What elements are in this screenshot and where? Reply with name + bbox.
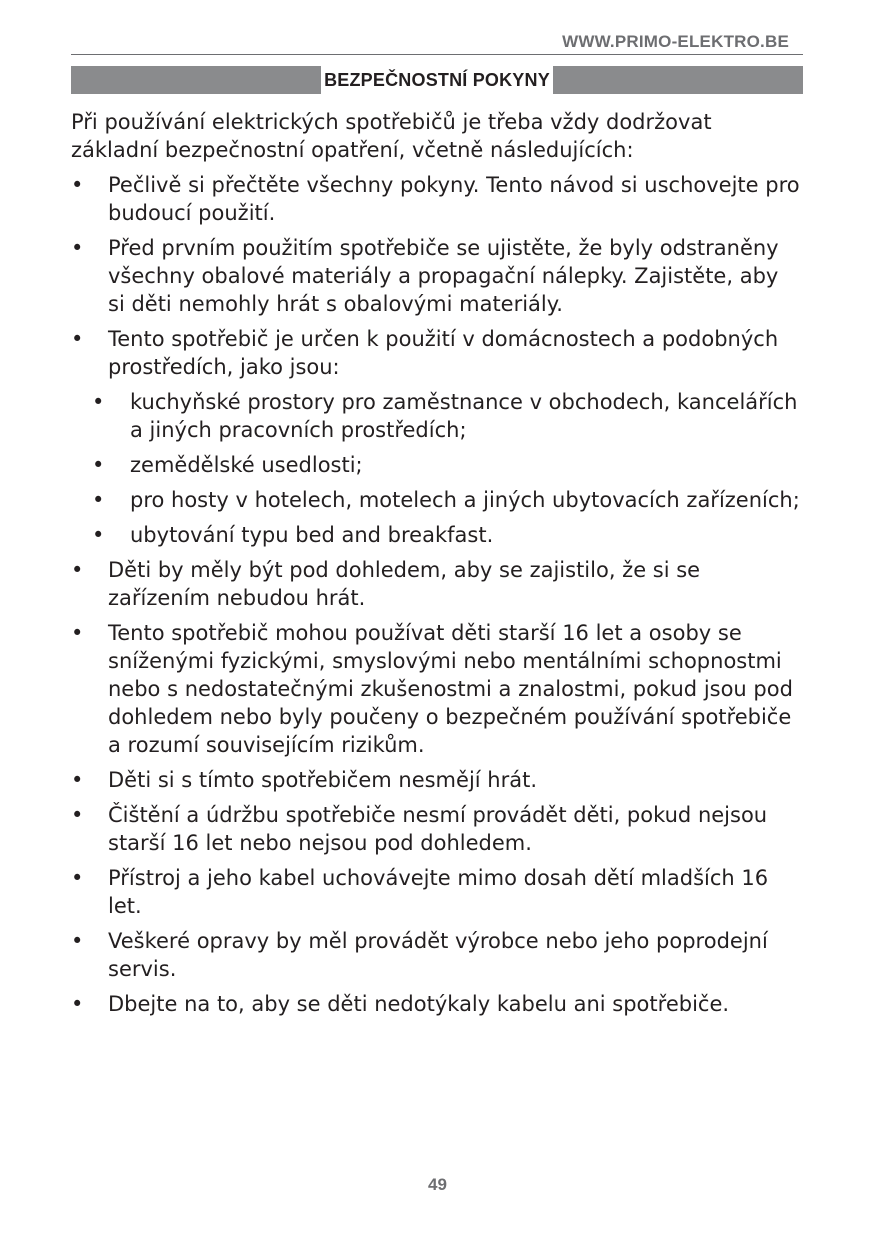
sub-list-item-text: pro hosty v hotelech, motelech a jiných ubytovacích zařízeních; [130, 488, 800, 512]
list-item [71, 864, 801, 920]
list-item-text: Před prvním použitím spotřebiče se ujistěte, že byly odstraněny všechny obalové materiály a propagační nálepky. Zajistěte, aby si děti nemohly hrát s obalovými materiály. [108, 236, 779, 316]
bullet-icon: • [71, 866, 84, 890]
page-number: 49 [428, 1175, 447, 1194]
sub-list-item [71, 521, 801, 549]
list-item-text: Veškeré opravy by měl provádět výrobce nebo jeho poprodejní servis. [108, 929, 768, 981]
list-item-text: Dbejte na to, aby se děti nedotýkaly kabelu ani spotřebiče. [108, 992, 730, 1016]
bullet-icon: • [71, 992, 84, 1016]
website-url: WWW.PRIMO-ELEKTRO.BE [562, 32, 789, 51]
sub-list-item [71, 451, 801, 479]
list-item [71, 234, 801, 318]
sub-list-item-text: zemědělské usedlosti; [130, 453, 363, 477]
environment-sublist [71, 388, 801, 549]
bullet-icon: • [71, 929, 84, 953]
list-item [71, 556, 801, 612]
list-item-text: Tento spotřebič mohou používat děti starší 16 let a osoby se sníženými fyzickými, smyslovými nebo mentálními schopnostmi nebo s nedostatečnými zkušenostmi a znalostmi, pokud jsou pod dohledem nebo byly poučeny o bezpečném používání spotřebiče a rozumí souvisejícím rizikům. [108, 621, 793, 757]
intro-paragraph: Při používání elektrických spotřebičů je třeba vždy dodržovat základní bezpečnostní opatření, včetně následujících: [71, 110, 712, 162]
bullet-icon: • [71, 327, 84, 351]
list-item [71, 801, 801, 857]
bullet-icon: • [71, 236, 84, 260]
list-item [71, 619, 801, 759]
sub-list-item-text: ubytování typu bed and breakfast. [130, 523, 494, 547]
sub-list-item [71, 486, 801, 514]
safety-list [71, 171, 801, 381]
list-item [71, 171, 801, 227]
bullet-icon: • [71, 173, 84, 197]
safety-content [71, 108, 801, 1025]
list-item-text: Tento spotřebič je určen k použití v domácnostech a podobných prostředích, jako jsou: [108, 327, 779, 379]
list-item [71, 325, 801, 381]
bullet-icon: • [92, 523, 105, 547]
section-header-bar [71, 66, 803, 94]
bullet-icon: • [71, 621, 84, 645]
safety-list-continued [71, 556, 801, 1018]
list-item-text: Pečlivě si přečtěte všechny pokyny. Tento návod si uschovejte pro budoucí použití. [108, 173, 800, 225]
list-item-text: Přístroj a jeho kabel uchovávejte mimo dosah dětí mladších 16 let. [108, 866, 769, 918]
list-item-text: Děti by měly být pod dohledem, aby se zajistilo, že si se zařízením nebudou hrát. [108, 558, 701, 610]
list-item [71, 990, 801, 1018]
header-rule [71, 54, 803, 55]
bullet-icon: • [71, 558, 84, 582]
list-item [71, 927, 801, 983]
bullet-icon: • [71, 768, 84, 792]
bullet-icon: • [92, 390, 105, 414]
list-item-text: Čištění a údržbu spotřebiče nesmí provádět děti, pokud nejsou starší 16 let nebo nejsou pod dohledem. [108, 803, 768, 855]
bullet-icon: • [92, 453, 105, 477]
list-item-text: Děti si s tímto spotřebičem nesmějí hrát. [108, 768, 538, 792]
bullet-icon: • [71, 803, 84, 827]
section-title: BEZPEČNOSTNÍ POKYNY [321, 66, 553, 94]
list-item [71, 766, 801, 794]
sub-list-item-text: kuchyňské prostory pro zaměstnance v obchodech, kancelářích a jiných pracovních prostředích; [130, 390, 798, 442]
sub-list-item [71, 388, 801, 444]
bullet-icon: • [92, 488, 105, 512]
